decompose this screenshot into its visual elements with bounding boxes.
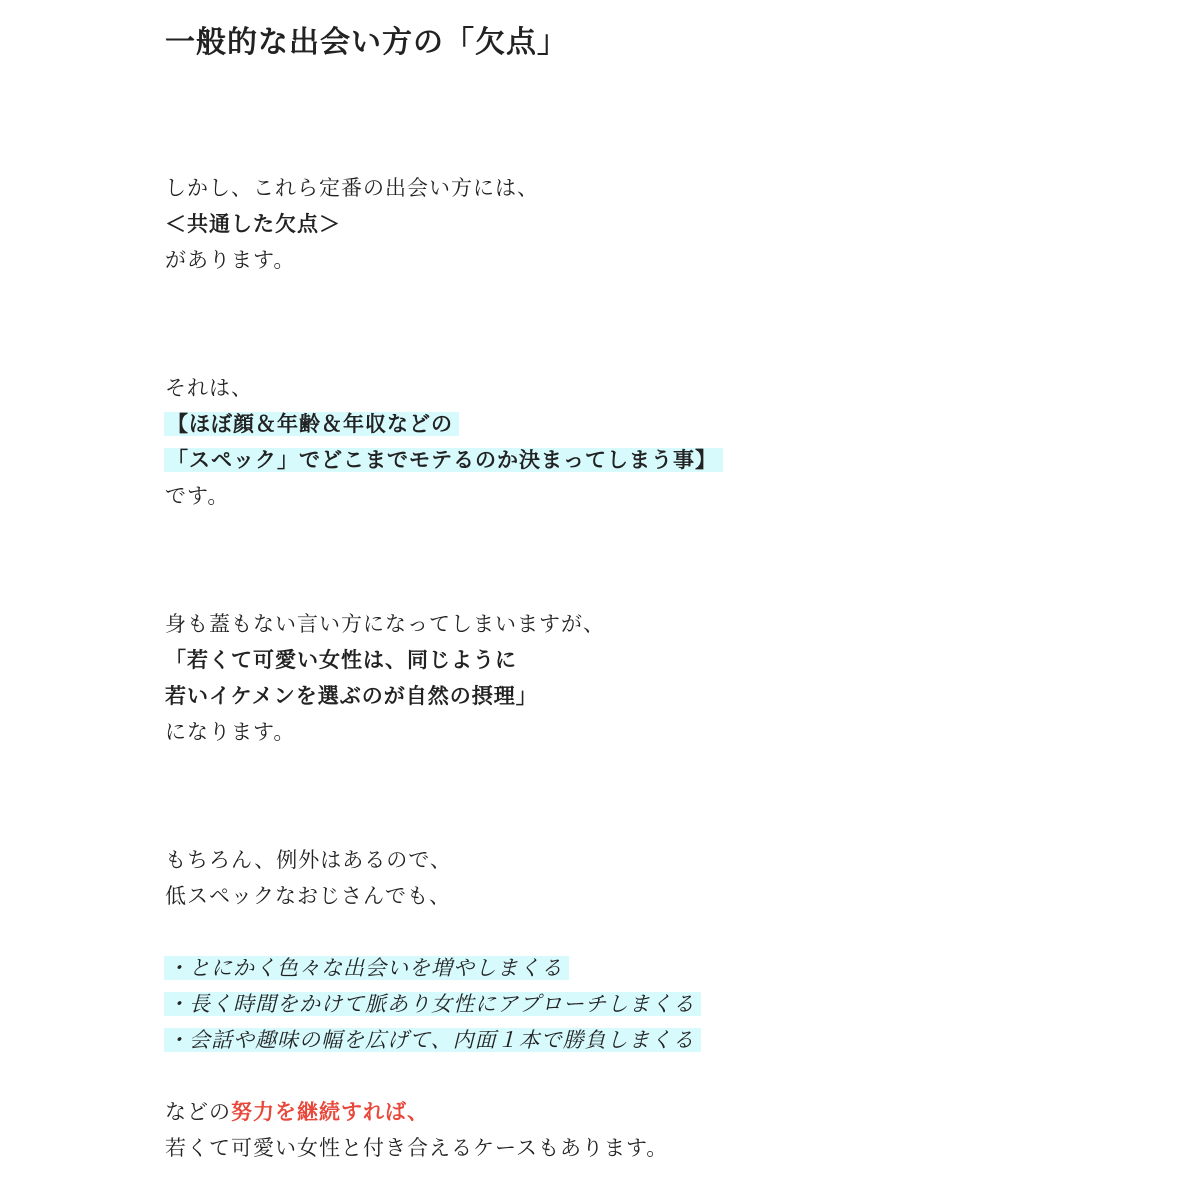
emphasis-line: 若いイケメンを選ぶのが自然の摂理」 [165, 684, 538, 708]
highlighted-line [165, 442, 723, 478]
bullet-item [165, 986, 701, 1022]
paragraph-line: 低スペックなおじさんでも、 [165, 884, 451, 908]
highlighted-line [165, 406, 459, 442]
highlight-span: 【ほぼ顔＆年齢＆年収などの [164, 412, 459, 436]
highlight-span: 「スペック」でどこまでモテるのか決まってしまう事】 [164, 448, 723, 472]
paragraph-line: になります。 [165, 720, 296, 744]
bullet-item [165, 950, 569, 986]
paragraph-line: 若くて可愛い女性と付き合えるケースもあります。 [165, 1136, 669, 1160]
closing-prefix: などの [165, 1100, 231, 1124]
paragraph-line: それは、 [165, 376, 253, 400]
highlight-span: ・会話や趣味の幅を広げて、内面１本で勝負しまくる [164, 1028, 701, 1052]
page-title: 一般的な出会い方の「欠点」 [165, 25, 568, 60]
closing-line [165, 1094, 429, 1130]
emphasis-line: ＜共通した欠点＞ [165, 212, 341, 236]
paragraph-line: があります。 [165, 248, 296, 272]
emphasis-line: 「若くて可愛い女性は、同じように [165, 648, 517, 672]
paragraph-line: 身も蓋もない言い方になってしまいますが、 [165, 612, 605, 636]
highlight-span: ・長く時間をかけて脈あり女性にアプローチしまくる [164, 992, 701, 1016]
paragraph-line: しかし、これら定番の出会い方には、 [165, 176, 539, 200]
bullet-item [165, 1022, 701, 1058]
red-emphasis: 努力を継続すれば、 [231, 1100, 429, 1124]
paragraph-line: です。 [165, 484, 230, 508]
paragraph-line: もちろん、例外はあるので、 [165, 848, 452, 872]
highlight-span: ・とにかく色々な出会いを増やしまくる [164, 956, 569, 980]
